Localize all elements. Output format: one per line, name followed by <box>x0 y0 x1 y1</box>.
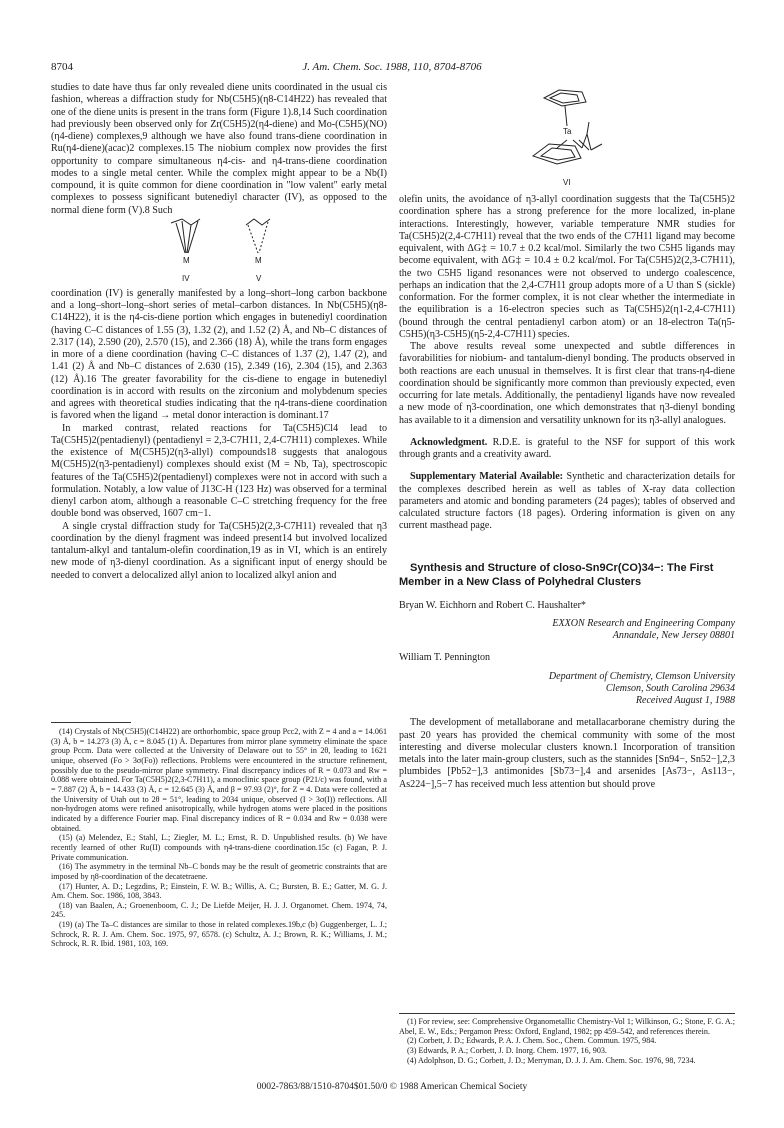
received-date: Received August 1, 1988 <box>635 695 735 706</box>
footnote: (18) van Baalen, A.; Groenenboom, C. J.; De Liefde Meijer, H. J. J. Organomet. Chem. 1974, 74, 245. <box>51 900 387 920</box>
authors-group-1: Bryan W. Eichhorn and Robert C. Haushalter* <box>399 599 586 611</box>
left-footnotes <box>51 727 387 949</box>
footnote: (2) Corbett, J. D.; Edwards, P. A. J. Chem. Soc., Chem. Commun. 1975, 984. <box>407 1036 657 1046</box>
right-column <box>399 84 735 791</box>
footnote: (3) Edwards, P. A.; Corbett, J. D. Inorg. Chem. 1977, 16, 903. <box>407 1045 607 1055</box>
article-title: Synthesis and Structure of closo-Sn9Cr(CO)34−: The First Member in a New Class of Polyhedral Clusters <box>399 561 714 588</box>
copyright-footer: 0002-7863/88/1510-8704$01.50/0 © 1988 American Chemical Society <box>256 1082 528 1092</box>
affiliation-1-line-1: EXXON Research and Engineering Company <box>552 617 735 629</box>
supplementary-material <box>399 471 735 532</box>
footnote: (19) (a) The Ta–C distances are similar to those in related complexes.19b,c (b) Guggenberger, L. J.; Schrock, R. R. J. Am. Chem. Soc. 1975, 97, 6578. (c) Schultz, A. J.; Brown, R. K.; Williams, J. M.; Schrock, R. R. Ibid. 1981, 103, 169. <box>51 920 387 949</box>
footnote: (17) Hunter, A. D.; Legzdins, P.; Einstein, F. W. B.; Willis, A. C.; Bursten, B. E.; Gatter, M. G. J. Am. Chem. Soc. 1986, 108, 3843. <box>51 881 387 901</box>
structure-label-v: V <box>256 273 262 283</box>
right-paragraph-3: The development of metallaborane and metallacarborane chemistry during the past 20 years has provided the chemical community with some of the most interesting and diverse molecular clusters known.1 Incorporation of transition metals into the later main-group clusters, such as the stannides [Sn94−, Sn52−],2,3 plumbides [Pb52−],3 antimonides [Sb73−],4 and arsenides [As73−, As113−, As224−],5−7 has received much less attention but should prove <box>399 717 735 790</box>
footnote: (1) For review, see: Comprehensive Organometallic Chemistry-Vol 1; Wilkinson, G.; Stone, F. G. A.; Abel, E. W., Eds.; Pergamon Press: Oxford, England, 1982; pp 459–542, and references therein. <box>399 1017 735 1036</box>
right-footnotes <box>399 1017 735 1065</box>
left-paragraph-1: studies to date have thus far only revealed diene units coordinated in the usual cis fashion, whereas a diffraction study for Nb(C5H5)(η8-C14H22) has revealed that one of the diene units is present in the trans form (Figure 1).8,14 Such coordination had previously been observed only for Zr(C5H5)2(η4-diene) and Mo-(C5H5)(NO)(η4-diene) complexes,9 although we have also found trans-diene coordination in Ru(η4-diene)(acac)2 complexes.15 The niobium complex now provides the first opportunity to compare simultaneous η4-cis- and η4-trans-diene coordination modes to a single metal center. While the complex might appear to be a Nb(I) compound, it is quite common for diene coordination in "low valent" early metal complexes to possess significant butenediyl character (IV), as opposed to the normal diene form (V).8 Such <box>51 82 387 216</box>
structure-iv-v-drawing <box>51 217 387 288</box>
metal-label-v: M <box>255 255 262 265</box>
right-footnote-rule <box>399 1013 735 1014</box>
supplementary-heading: Supplementary Material Available: <box>410 471 564 483</box>
right-paragraph-2: The above results reveal some unexpected and subtle differences in favorabilities for niobium- and tantalum-dienyl bonding. The products observed in both reactions are each unusual in themselves. It is first clear that trans-η4-diene coordination should be significantly more common than previously expected, even occurring for late metals. Additionally, the pentadienyl ligands have now revealed a new mode of η3-coordination, one which demonstrates that η3-dienyl bonding has available to it a dimension and versatility unknown for its η3-allyl analogues. <box>399 341 735 426</box>
running-header <box>0 61 784 75</box>
right-paragraph-1: olefin units, the avoidance of η3-allyl coordination suggests that the Ta(C5H5)2 coordination sphere has a strong preference for the more localized, in-plane interactions. Interestingly, however, variable temperature NMR studies for Ta(C5H5)2(2,4-C7H11) reveal that the two ends of the C7H11 ligand may become equivalent, with ΔG‡ = 10.7 ± 0.2 kcal/mol. Similarly the two C5H5 ligands may become equivalent, with ΔG‡ = 10.4 ± 0.2 kcal/mol. For Ta(C5H5)2(2,3-C7H11), the two C5H5 ligand resonances were not observed to undergo coalescence, perhaps an indication that the 2,4-C7H11 group adopts more of a U than S (sickle) conformation. For the former complex, it is not clear whether the intermediate in the equilibration is a 16-electron species such as Ta(C5H5)2(η1-2,4-C7H11) (bound through the central pentadienyl carbon atom) or an 18-electron Ta(η5-C5H5)(η3-C5H5)(η5-2,4-C7H11) species. <box>399 194 735 340</box>
journal-citation: J. Am. Chem. Soc. 1988, 110, 8704-8706 <box>302 61 482 73</box>
acknowledgment <box>399 437 735 462</box>
metal-label-iv: M <box>183 255 190 265</box>
structure-label-iv: IV <box>182 273 190 283</box>
supplementary-text: Synthetic and characterization details for the complexes described herein as well as tables of X-ray data collection parameters and atomic and bonding parameters (24 pages); tables of observed and calculated structure factors (18 pages). Ordering information is given on any current masthead page. <box>399 471 736 532</box>
left-paragraph-4: A single crystal diffraction study for Ta(C5H5)2(2,3-C7H11) revealed that η3 coordination by the dienyl fragment was indeed present14 but involved localized tantalum-alkyl and tantalum-olefin coordination,19 as in VI, which is an entirely new mode of η3-dienyl coordination. As a significant input of energy should be needed to convert a delocalized allyl anion to localized alkyl anion and <box>51 520 387 581</box>
affiliation-1-line-2: Annandale, New Jersey 08801 <box>612 630 735 641</box>
affiliation-2-line-1: Department of Chemistry, Clemson University <box>548 670 735 682</box>
footnote: (15) (a) Melendez, E.; Stahl, L.; Ziegler, M. L.; Ernst, R. D. Unpublished results. (b) We have recently learned of other Ru(II) compounds with η4-trans-diene coordination.15c (c) Fagan, P. J. Private communication. <box>51 833 387 862</box>
footnote: (16) The asymmetry in the terminal Nb–C bonds may be the result of geometric constraints that are imposed by η8-coordination of the decatetraene. <box>51 862 387 881</box>
left-footnote-rule <box>51 722 131 723</box>
affiliation-2-line-2: Clemson, South Carolina 29634 <box>605 682 735 694</box>
page-number: 8704 <box>51 61 73 73</box>
acknowledgment-text: R.D.E. is grateful to the NSF for support of this work through grants and a creativity award. <box>399 436 735 460</box>
left-column <box>51 82 387 582</box>
left-paragraph-3: In marked contrast, related reactions for Ta(C5H5)Cl4 lead to Ta(C5H5)2(pentadienyl) (pentadienyl = 2,3-C7H11, 2,4-C7H11) complexes. While the existence of M(C5H5)2(η3-allyl) compounds18 suggests that analogous M(C5H5)2(η3-pentadienyl) complexes should exist (M = Nb, Ta), spectroscopic features of the Ta(C5H5)2(pentadienyl) complexes were not in accord with such a formulation. Notably, a low value of J13C-H (123 Hz) was observed for a terminal dienyl carbon atom, although a reasonable C–C stretching frequency for the free double bond was observed, 1607 cm−1. <box>51 422 387 520</box>
footnote: (14) Crystals of Nb(C5H5)(C14H22) are orthorhombic, space group Pcc2, with Z = 4 and a = 14.061 (3) Å, b = 14.273 (3) Å, c = 8.045 (1) Å. Departures from mirror plane symmetry eliminate the space group Pccm. Data were collected at the University of Delaware out to 55° in 2θ, leading to 1621 unique, observed (Fo > 3σ(Fo)) reflections. Problems were encountered in the structure refinement, possibly due to the pseudo-mirror plane symmetry. Final discrepancy indices of R = 0.073 and Rw = 0.088 were obtained. For Ta(C5H5)2(2,3-C7H11), a monoclinic space group (P21/c) was found, with a = 7.887 (2) Å, b = 14.433 (3) Å, c = 12.645 (3) Å, and β = 97.93 (2)°, for Z = 4. Data were collected at the University of Utah out to 2θ = 51°, leading to 2034 unique, observed (I > 3σ(I)) reflections. All non-hydrogen atoms were refined anisotropically, while hydrogen atoms were placed in the positions indicated by a difference Fourier map. Final discrepancy indices of R = 0.034 and Rw = 0.038 were obtained. <box>51 727 387 833</box>
structure-label-vi: VI <box>563 178 571 187</box>
structure-iv-v-figure <box>51 217 387 288</box>
metal-label-ta: Ta <box>563 127 572 136</box>
left-paragraph-2: coordination (IV) is generally manifested by a long–short–long carbon backbone and a long–short–long–short series of metal–carbon distances. In Nb(C5H5)(η8-C14H22), it is the η4-cis-diene portion which engages in butenediyl coordination (having C–C distances of 1.55 (3), 1.32 (2), and 1.52 (2) Å, and Nb–C distances of 2.317 (14), 2.590 (20), 2.570 (15), and 2.366 (18) Å), while the trans form engages in more of a diene coordination (having C–C distances of 1.37 (2), 1.47 (2), and 1.41 (2) Å and Nb–C distances of 2.630 (15), 2.349 (16), 2.304 (15), and 2.363 (12) Å).16 The greater favorability for the cis-diene to engage in butenediyl coordination is in accord with results on the zirconium and molybdenum species and agrees with theoretical studies indicating that the η4-trans-diene coordination is favored when the ligand → metal donor interaction is dominant.17 <box>51 287 387 422</box>
acknowledgment-heading: Acknowledgment. <box>410 436 488 448</box>
structure-vi-figure <box>399 84 735 194</box>
authors-group-2: William T. Pennington <box>399 652 491 664</box>
footnote: (4) Adolphson, D. G.; Corbett, J. D.; Merryman, D. J. J. Am. Chem. Soc. 1976, 98, 7234. <box>407 1055 696 1065</box>
